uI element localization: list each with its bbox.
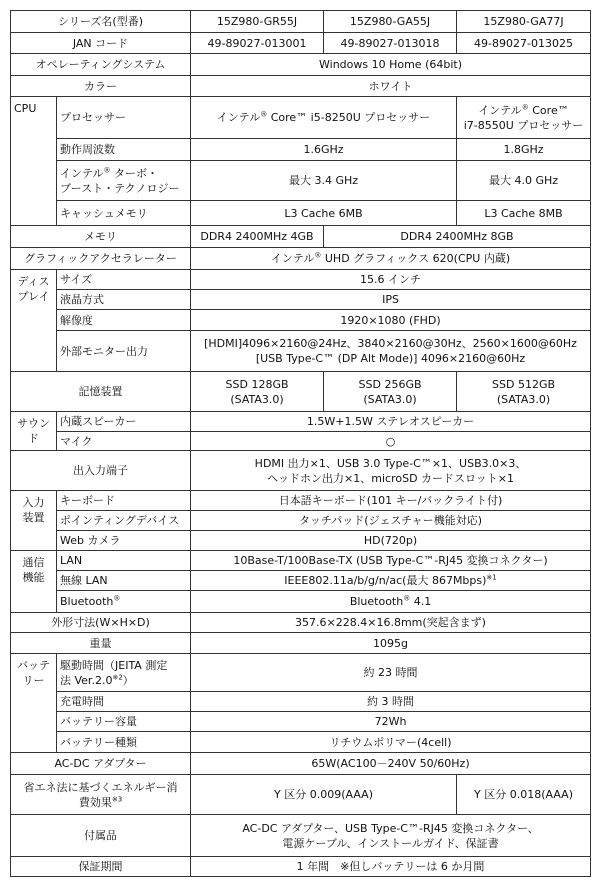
cpu-label: CPU xyxy=(11,97,57,226)
processor-value-a: インテル® Core™ i5-8250U プロセッサー xyxy=(191,97,457,139)
lcd-label: 液晶方式 xyxy=(57,290,191,310)
bluetooth-value: Bluetooth® 4.1 xyxy=(191,591,591,613)
battery-duration-label: 駆動時間（JEITA 測定 法 Ver.2.0$^{※2}$） xyxy=(57,654,191,692)
jan-row xyxy=(11,33,591,54)
storage-label: 記憶装置 xyxy=(11,372,191,412)
storage-value-b: SSD 256GB (SATA3.0) xyxy=(324,372,457,412)
warranty-label: 保証期間 xyxy=(11,857,191,877)
charge-time-row xyxy=(11,692,591,712)
jan-value-3: 49-89027-013025 xyxy=(457,33,591,54)
cache-value-a: L3 Cache 6MB xyxy=(191,201,457,226)
battery-duration-value: 約 23 時間 xyxy=(191,654,591,692)
memory-label: メモリ xyxy=(11,226,191,248)
display-size-row xyxy=(11,270,591,290)
battery-duration-row xyxy=(11,654,591,692)
color-row xyxy=(11,76,591,97)
speaker-row xyxy=(11,412,591,432)
display-size-value: 15.6 インチ xyxy=(191,270,591,290)
adapter-value: 65W(AC100－240V 50/60Hz) xyxy=(191,753,591,775)
sound-label: サウン ド xyxy=(11,412,57,451)
turbo-label: インテル® ターボ・ ブースト・テクノロジー xyxy=(57,161,191,201)
energy-label: 省エネ法に基づくエネルギー消 費効果$^{※3}$ xyxy=(11,775,191,815)
memory-row xyxy=(11,226,591,248)
turbo-value-a: 最大 3.4 GHz xyxy=(191,161,457,201)
turbo-value-b: 最大 4.0 GHz xyxy=(457,161,591,201)
color-value: ホワイト xyxy=(191,76,591,97)
camera-value: HD(720p) xyxy=(191,531,591,551)
jan-label: JAN コード xyxy=(11,33,191,54)
energy-value-a: Y 区分 0.009(AAA) xyxy=(191,775,457,815)
battery-capacity-value: 72Wh xyxy=(191,712,591,732)
os-row xyxy=(11,54,591,76)
bluetooth-label: Bluetooth® xyxy=(57,591,191,613)
gpu-row xyxy=(11,248,591,270)
cache-label: キャッシュメモリ xyxy=(57,201,191,226)
comm-label: 通信 機能 xyxy=(11,551,57,613)
wlan-row xyxy=(11,571,591,591)
external-monitor-row xyxy=(11,331,591,372)
lan-row xyxy=(11,551,591,571)
external-monitor-label: 外部モニター出力 xyxy=(57,331,191,372)
mic-value: ○ xyxy=(191,432,591,451)
energy-row xyxy=(11,775,591,815)
storage-row xyxy=(11,372,591,412)
charge-time-value: 約 3 時間 xyxy=(191,692,591,712)
pointing-value: タッチパッド(ジェスチャー機能対応) xyxy=(191,511,591,531)
speaker-value: 1.5W+1.5W ステレオスピーカー xyxy=(191,412,591,432)
lan-label: LAN xyxy=(57,551,191,571)
resolution-label: 解像度 xyxy=(57,310,191,331)
lcd-value: IPS xyxy=(191,290,591,310)
pointing-label: ポインティングデバイス xyxy=(57,511,191,531)
accessories-value: AC-DC アダプター、USB Type-C™-RJ45 変換コネクター、 電源ケーブル、インストールガイド、保証書 xyxy=(191,815,591,857)
pointing-row xyxy=(11,511,591,531)
battery-type-label: バッテリー種類 xyxy=(57,732,191,753)
model-2-header: 15Z980-GA55J xyxy=(324,11,457,33)
weight-row xyxy=(11,633,591,654)
keyboard-row xyxy=(11,491,591,511)
os-label: オペレーティングシステム xyxy=(11,54,191,76)
warranty-value: 1 年間 ※但しバッテリーは 6 か月間 xyxy=(191,857,591,877)
processor-label: プロセッサー xyxy=(57,97,191,139)
dimensions-label: 外形寸法(W×H×D) xyxy=(11,613,191,633)
keyboard-value: 日本語キーボード(101 キー/バックライト付) xyxy=(191,491,591,511)
wlan-label: 無線 LAN xyxy=(57,571,191,591)
wlan-value: IEEE802.11a/b/g/n/ac(最大 867Mbps)$^{※1}$ xyxy=(191,571,591,591)
turbo-row xyxy=(11,161,591,201)
io-row xyxy=(11,451,591,491)
speaker-label: 内蔵スピーカー xyxy=(57,412,191,432)
battery-capacity-label: バッテリー容量 xyxy=(57,712,191,732)
spec-table xyxy=(10,10,591,877)
memory-value-a: DDR4 2400MHz 4GB xyxy=(191,226,324,248)
storage-value-a: SSD 128GB (SATA3.0) xyxy=(191,372,324,412)
weight-value: 1095g xyxy=(191,633,591,654)
processor-value-b: インテル® Core™ i7-8550U プロセッサー xyxy=(457,97,591,139)
memory-value-b: DDR4 2400MHz 8GB xyxy=(324,226,591,248)
resolution-row xyxy=(11,310,591,331)
gpu-label: グラフィックアクセラレーター xyxy=(11,248,191,270)
battery-label: バッテ リー xyxy=(11,654,57,753)
keyboard-label: キーボード xyxy=(57,491,191,511)
model-1-header: 15Z980-GR55J xyxy=(191,11,324,33)
storage-value-c: SSD 512GB (SATA3.0) xyxy=(457,372,591,412)
camera-label: Web カメラ xyxy=(57,531,191,551)
model-3-header: 15Z980-GA77J xyxy=(457,11,591,33)
frequency-value-a: 1.6GHz xyxy=(191,139,457,161)
series-header: シリーズ名(型番) xyxy=(11,11,191,33)
input-label: 入力 装置 xyxy=(11,491,57,551)
display-label: ディス プレイ xyxy=(11,270,57,372)
io-value: HDMI 出力×1、USB 3.0 Type-C™×1、USB3.0×3、 ヘッドホン出力×1、microSD カードスロット×1 xyxy=(191,451,591,491)
frequency-value-b: 1.8GHz xyxy=(457,139,591,161)
os-value: Windows 10 Home (64bit) xyxy=(191,54,591,76)
jan-value-1: 49-89027-013001 xyxy=(191,33,324,54)
display-size-label: サイズ xyxy=(57,270,191,290)
accessories-row xyxy=(11,815,591,857)
lan-value: 10Base-T/100Base-TX (USB Type-C™-RJ45 変換コネクター) xyxy=(191,551,591,571)
processor-row xyxy=(11,97,591,139)
battery-type-row xyxy=(11,732,591,753)
adapter-label: AC-DC アダプター xyxy=(11,753,191,775)
frequency-label: 動作周波数 xyxy=(57,139,191,161)
dimensions-value: 357.6×228.4×16.8mm(突起含まず) xyxy=(191,613,591,633)
color-label: カラー xyxy=(11,76,191,97)
weight-label: 重量 xyxy=(11,633,191,654)
display-lcd-row xyxy=(11,290,591,310)
jan-value-2: 49-89027-013018 xyxy=(324,33,457,54)
camera-row xyxy=(11,531,591,551)
adapter-row xyxy=(11,753,591,775)
dimensions-row xyxy=(11,613,591,633)
battery-type-value: リチウムポリマー(4cell) xyxy=(191,732,591,753)
accessories-label: 付属品 xyxy=(11,815,191,857)
energy-value-b: Y 区分 0.018(AAA) xyxy=(457,775,591,815)
charge-time-label: 充電時間 xyxy=(57,692,191,712)
warranty-row xyxy=(11,857,591,877)
bluetooth-row xyxy=(11,591,591,613)
battery-capacity-row xyxy=(11,712,591,732)
io-label: 出入力端子 xyxy=(11,451,191,491)
frequency-row xyxy=(11,139,591,161)
mic-row xyxy=(11,432,591,451)
mic-label: マイク xyxy=(57,432,191,451)
resolution-value: 1920×1080 (FHD) xyxy=(191,310,591,331)
cache-row xyxy=(11,201,591,226)
external-monitor-value: [HDMI]4096×2160@24Hz、3840×2160@30Hz、2560×1600@60Hz [USB Type-C™ (DP Alt Mode)] 4096×2160@60Hz xyxy=(191,331,591,372)
header-row xyxy=(11,11,591,33)
gpu-value: インテル® UHD グラフィックス 620(CPU 内蔵) xyxy=(191,248,591,270)
cache-value-b: L3 Cache 8MB xyxy=(457,201,591,226)
